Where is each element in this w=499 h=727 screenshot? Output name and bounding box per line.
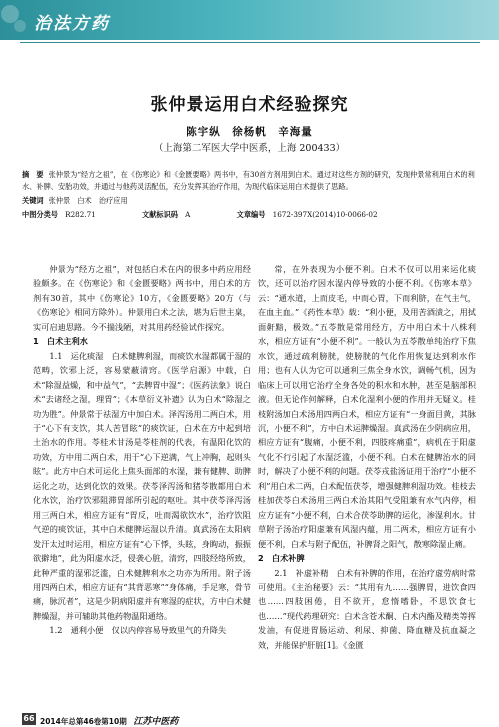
keywords xyxy=(22,195,478,207)
column-header xyxy=(0,0,499,40)
body-right-column xyxy=(258,262,476,652)
clc-value: R282.71 xyxy=(65,210,96,219)
article-authors: 陈宇纵 徐杨帆 辛海量 xyxy=(186,126,313,138)
issue-info: 2014年总第46卷第10期 xyxy=(40,717,127,726)
abstract-label: 摘 要 xyxy=(22,170,44,179)
abstract-block xyxy=(22,169,478,221)
body-paragraph: 仲景为“经方之祖”，对包括白术在内的很多中药应用经验颇多。在《伤寒论》和《金匮要略》两书中，用白术的方剂有30首，其中《伤寒论》10方，《金匮要略》20方（与《伤寒论》相同方除外）。仲景用白术之法，堪为后世主臬，实可启迪思路。今不揣浅陋，对其用药经验试作探究。 xyxy=(33,264,251,332)
body-paragraph: 常，在外表现为小便不利。白术不仅可以用来运化痰饮，还可以治疗因水湿内停导致的小便不利。《伤寒本草》云：“通水道，上而皮毛，中而心胃，下而利脐，在气主气，在血主血。”《药性本草》载：“利小便，及用苦酒渍之，用拭面鼾黯，极效。”五苓散是常用经方，方中用白术十八株利水，相应方证有“小便不利”。一般认为五苓散单纯治疗下焦水饮，通过疏利膀胱，使膀胱的气化作用恢复达到利水作用；也有人认为它可以通利三焦全身水饮，调畅气机，因为临床上可以用它治疗全身各处的积水和水肿，甚至是脑部积液。但无论作何解释，白术化湿利小便的作用并无疑义。桂枝附汤加白术汤用四两白术，相应方证有“一身面目黄，其脉沉，小便不利”，方中白术运脾燥湿。真武汤在少阴病应用，相应方证有“腹痛，小便不利，四肢疼痛重”，病机在于阳虚气化不行引起了水湿泛滥，小便不利。白术在健脾治水的同时，解决了小便不利的问题。茯苓戎盐汤证用于治疗“小便不利”用白术二两，白术配伍茯苓，增强健脾利湿功效。桂枝去桂加茯苓白术汤用三两白术治其阳气受阻兼有水气内停，相应方证有“小便不利，白术合茯苓助脾的运化，渗湿利水。甘草附子汤治疗阳虚兼有风湿内蕴，用二两术，相应方证有小便不利，白术与附子配伍，补脾肾之阳气，散寒除湿止痛。 xyxy=(258,264,476,549)
keywords-text: 张仲景 白术 治疗应用 xyxy=(48,196,128,205)
body-left-column xyxy=(33,262,251,638)
page-number: 66 xyxy=(23,714,35,723)
body-paragraph: 2.1 补虚补精 白术有补脾的作用，在治疗虚劳病时常可使用。《主治秘要》云：“其用有九……强脾胃，进饮食四也……四肢困倦，目不欲开，怠惰嗜卧，不思饮食七也……”现代药理研究：白术含苍术酮、白术内酯及精类等挥发油，有促进胃肠运动、利尿、抑菌、降血糖及抗血凝之效，并能保护肝脏[1]。《金匮 xyxy=(258,567,476,650)
doc-code-label: 文献标识码 xyxy=(142,210,178,219)
column-name: 治法方药 xyxy=(34,14,110,34)
keywords-label: 关键词 xyxy=(22,196,44,205)
abstract-text: 张仲景为“经方之祖”，在《伤寒论》和《金匮要略》两书中，有30首方剂用到白术。通过对这些方剂的研究，发现仲景常利用白术的利水、补脾、安胎功效，并通过与他药灵活配伍，充分发挥其治疗作用，为现代临床运用白术提供了思路。 xyxy=(22,170,475,191)
classification-row xyxy=(22,209,478,221)
body-paragraph: 1.2 通利小便 仅以内停容易导致里气的升降失 xyxy=(49,625,227,636)
article-no-value: 1672-397X(2014)10-0066-02 xyxy=(272,210,378,219)
journal-info xyxy=(40,714,178,727)
article-title: 张仲景运用白术经验探究 xyxy=(150,95,349,115)
journal-name: 江苏中医药 xyxy=(133,717,179,727)
article-no-label: 文章编号 xyxy=(236,210,266,219)
doc-code-value: A xyxy=(185,210,191,219)
clc-label: 中图分类号 xyxy=(22,210,58,219)
page-footer xyxy=(22,713,322,727)
abstract xyxy=(22,169,478,193)
header-rule xyxy=(20,42,480,43)
body-paragraph: 1.1 运化痰湿 白术健脾利湿，而痰饮水湿都属于湿的范畴，饮邪上泛，容易蒙蔽清窍。《医学启源》中载，白术“除湿益燥，和中益气”，“去脾胃中湿”；《医药法象》说白术“去诸经之湿，理胃”；《本草衍义补遗》认为白术“除湿之功为胜”。仲景常于祛湿方中加白术。泽泻汤用二两白术，用于“心下有支饮，其人苦冒眩”的痰饮证，白术在方中起到培土治水的作用。苓桂术甘汤是苓桂剂的代表，有温阳化饮的功效，方中用二两白术，用于“心下逆满，气上冲胸，起则头眩”。此方中白术可运化上焦头面部的水湿，兼有健脾、助脾运化之功，达到化饮的效果。茯苓泽泻汤和猪苓散都用白术化水饮，治疗饮邪阻滞胃部所引起的呕吐。其中茯苓泽泻汤用三两白术，相应方证有“胃反，吐而渴欲饮水”，治疗饮阻气逆的痰饮证，其中白术健脾运湿以升清。真武汤在太阳病发汗太过时运用，相应方证有“心下悸，头眩，身眴动，振振欲擗地”，此为阳虚水泛，侵袭心脏，清窍，四肢经络所致，此种严重的湿邪泛滥，白术健脾利水之功亦为所用。附子汤用四两白术，相应方证有“其背恶寒”“身体痛，手足寒，骨节痛，脉沉者”，这是少阴病阳虚并有寒湿的症状，方中白术健脾燥湿，并可辅助其他药物温阳通络。 xyxy=(33,350,251,621)
header-decoration-icon xyxy=(0,0,30,40)
section-heading: 2 白术补脾 xyxy=(258,553,305,564)
article-affiliation: （上海第二军医大学中医系，上海 200433） xyxy=(153,143,346,154)
section-heading: 1 白术主利水 xyxy=(33,336,88,347)
